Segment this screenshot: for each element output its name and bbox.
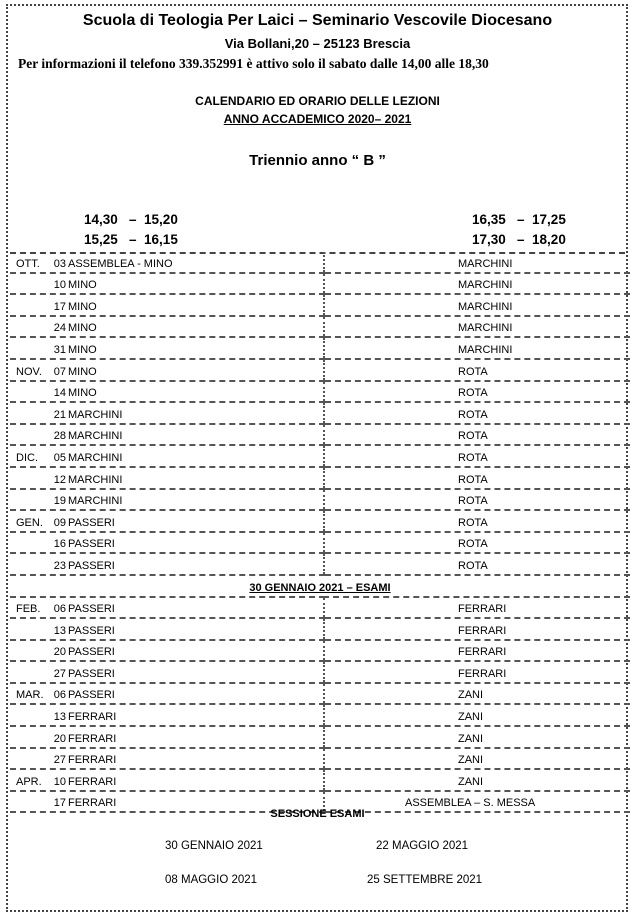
exam-row bbox=[10, 575, 630, 597]
table-row bbox=[10, 553, 630, 575]
table-row bbox=[10, 748, 630, 770]
second-teacher: ROTA bbox=[458, 559, 488, 572]
day-number: 14 bbox=[53, 387, 66, 400]
second-teacher: ZANI bbox=[458, 689, 484, 702]
first-teacher: FERRARI bbox=[68, 754, 117, 767]
time-left-2: 15,25 – 16,15 bbox=[84, 232, 178, 247]
first-lesson-cell bbox=[10, 618, 324, 640]
first-lesson-cell bbox=[10, 402, 324, 424]
first-lesson-cell bbox=[10, 726, 324, 748]
table-row bbox=[10, 618, 630, 640]
first-lesson-cell bbox=[10, 510, 324, 532]
table-row bbox=[10, 273, 630, 295]
first-lesson-cell bbox=[10, 316, 324, 338]
second-lesson-cell bbox=[324, 661, 630, 683]
first-teacher: FERRARI bbox=[68, 775, 117, 788]
day-number: 13 bbox=[53, 711, 66, 724]
second-teacher: ZANI bbox=[458, 711, 484, 724]
day-number: 06 bbox=[53, 603, 66, 616]
month-label: FEB. bbox=[16, 603, 41, 616]
day-number: 27 bbox=[53, 754, 66, 767]
day-number: 13 bbox=[53, 624, 66, 637]
second-lesson-cell bbox=[324, 402, 630, 424]
second-lesson-cell bbox=[324, 618, 630, 640]
second-lesson-cell bbox=[324, 532, 630, 554]
first-teacher: MARCHINI bbox=[68, 495, 123, 508]
exam-date: 25 SETTEMBRE 2021 bbox=[367, 874, 483, 886]
first-lesson-cell bbox=[10, 748, 324, 770]
second-teacher: ROTA bbox=[458, 365, 488, 378]
first-teacher: PASSERI bbox=[68, 603, 115, 616]
day-number: 05 bbox=[53, 451, 66, 464]
first-teacher: MINO bbox=[68, 300, 97, 313]
first-teacher: MARCHINI bbox=[68, 473, 123, 486]
first-teacher: PASSERI bbox=[68, 624, 115, 637]
first-lesson-cell bbox=[10, 252, 324, 273]
first-teacher: MARCHINI bbox=[68, 451, 123, 464]
day-number: 12 bbox=[53, 473, 66, 486]
second-teacher: ROTA bbox=[458, 516, 488, 529]
table-row bbox=[10, 769, 630, 791]
second-teacher: MARCHINI bbox=[458, 279, 513, 292]
second-lesson-cell bbox=[324, 683, 630, 705]
first-lesson-cell bbox=[10, 704, 324, 726]
month-label: OTT. bbox=[16, 257, 40, 270]
second-teacher: ROTA bbox=[458, 495, 488, 508]
second-teacher: ROTA bbox=[458, 408, 488, 421]
second-lesson-cell bbox=[324, 273, 630, 295]
first-teacher: PASSERI bbox=[68, 667, 115, 680]
second-teacher: ZANI bbox=[458, 754, 484, 767]
second-lesson-cell bbox=[324, 748, 630, 770]
first-teacher: PASSERI bbox=[68, 516, 115, 529]
first-lesson-cell bbox=[10, 553, 324, 575]
first-teacher: MARCHINI bbox=[68, 430, 123, 443]
day-number: 06 bbox=[53, 689, 66, 702]
second-teacher: ROTA bbox=[458, 473, 488, 486]
schedule-table bbox=[10, 252, 630, 813]
second-lesson-cell bbox=[324, 252, 630, 273]
first-teacher: FERRARI bbox=[68, 797, 117, 810]
first-teacher: MINO bbox=[68, 365, 97, 378]
school-address: Via Bollani,20 – 25123 Brescia bbox=[224, 36, 411, 51]
table-row bbox=[10, 467, 630, 489]
calendar-title: CALENDARIO ED ORARIO DELLE LEZIONI bbox=[195, 94, 440, 108]
first-teacher: MINO bbox=[68, 387, 97, 400]
day-number: 07 bbox=[53, 365, 66, 378]
second-lesson-cell bbox=[324, 597, 630, 619]
second-teacher: FERRARI bbox=[458, 624, 507, 637]
first-teacher: MINO bbox=[68, 343, 97, 356]
day-number: 20 bbox=[53, 732, 66, 745]
first-lesson-cell bbox=[10, 661, 324, 683]
first-lesson-cell bbox=[10, 381, 324, 403]
second-teacher: ZANI bbox=[458, 732, 484, 745]
second-lesson-cell bbox=[324, 294, 630, 316]
first-teacher: MINO bbox=[68, 279, 97, 292]
table-row bbox=[10, 252, 630, 273]
second-lesson-cell bbox=[324, 510, 630, 532]
second-teacher: FERRARI bbox=[458, 667, 507, 680]
second-teacher: ZANI bbox=[458, 775, 484, 788]
second-lesson-cell bbox=[324, 445, 630, 467]
time-right-1: 16,35 – 17,25 bbox=[472, 212, 566, 227]
day-number: 21 bbox=[53, 408, 66, 421]
first-teacher: MINO bbox=[68, 322, 97, 335]
day-number: 10 bbox=[53, 279, 66, 292]
day-number: 17 bbox=[53, 300, 66, 313]
exam-date: 22 MAGGIO 2021 bbox=[376, 840, 469, 852]
second-teacher: FERRARI bbox=[458, 646, 507, 659]
second-lesson-cell bbox=[324, 489, 630, 511]
academic-year: ANNO ACCADEMICO 2020– 2021 bbox=[223, 112, 412, 126]
second-teacher: ASSEMBLEA – S. MESSA bbox=[405, 797, 536, 810]
first-lesson-cell bbox=[10, 359, 324, 381]
time-right-2: 17,30 – 18,20 bbox=[472, 232, 566, 247]
first-lesson-cell bbox=[10, 445, 324, 467]
day-number: 31 bbox=[53, 343, 66, 356]
second-lesson-cell bbox=[324, 640, 630, 662]
table-row bbox=[10, 704, 630, 726]
day-number: 10 bbox=[53, 775, 66, 788]
day-number: 27 bbox=[53, 667, 66, 680]
second-teacher: MARCHINI bbox=[458, 322, 513, 335]
second-lesson-cell bbox=[324, 553, 630, 575]
second-lesson-cell bbox=[324, 424, 630, 446]
second-lesson-cell bbox=[324, 316, 630, 338]
table-row bbox=[10, 532, 630, 554]
exam-session-title: SESSIONE ESAMI bbox=[270, 808, 365, 820]
month-label: GEN. bbox=[16, 516, 43, 529]
second-teacher: MARCHINI bbox=[458, 300, 513, 313]
table-row bbox=[10, 597, 630, 619]
first-lesson-cell bbox=[10, 489, 324, 511]
second-lesson-cell bbox=[324, 359, 630, 381]
first-teacher: PASSERI bbox=[68, 538, 115, 551]
table-row bbox=[10, 424, 630, 446]
time-left-1: 14,30 – 15,20 bbox=[84, 212, 178, 227]
day-number: 20 bbox=[53, 646, 66, 659]
month-label: MAR. bbox=[16, 689, 44, 702]
table-row bbox=[10, 402, 630, 424]
table-row bbox=[10, 510, 630, 532]
first-teacher: PASSERI bbox=[68, 559, 115, 572]
second-teacher: ROTA bbox=[458, 538, 488, 551]
second-lesson-cell bbox=[324, 704, 630, 726]
first-teacher: PASSERI bbox=[68, 689, 115, 702]
second-teacher: FERRARI bbox=[458, 603, 507, 616]
first-lesson-cell bbox=[10, 597, 324, 619]
first-lesson-cell bbox=[10, 273, 324, 295]
table-row bbox=[10, 683, 630, 705]
month-label: NOV. bbox=[16, 365, 42, 378]
first-lesson-cell bbox=[10, 769, 324, 791]
day-number: 16 bbox=[53, 538, 66, 551]
table-row bbox=[10, 294, 630, 316]
second-teacher: ROTA bbox=[458, 430, 488, 443]
table-row bbox=[10, 640, 630, 662]
month-label: DIC. bbox=[16, 451, 38, 464]
exam-date: 08 MAGGIO 2021 bbox=[165, 874, 258, 886]
day-number: 24 bbox=[53, 322, 66, 335]
first-lesson-cell bbox=[10, 640, 324, 662]
day-number: 03 bbox=[53, 257, 66, 270]
table-row bbox=[10, 359, 630, 381]
first-lesson-cell bbox=[10, 683, 324, 705]
table-row bbox=[10, 381, 630, 403]
month-label: APR. bbox=[16, 775, 42, 788]
second-teacher: MARCHINI bbox=[458, 343, 513, 356]
second-lesson-cell bbox=[324, 769, 630, 791]
first-lesson-cell bbox=[10, 467, 324, 489]
school-title: Scuola di Teologia Per Laici – Seminario Vescovile Diocesano bbox=[82, 12, 553, 29]
second-lesson-cell bbox=[324, 726, 630, 748]
day-number: 23 bbox=[53, 559, 66, 572]
day-number: 19 bbox=[53, 495, 66, 508]
table-row bbox=[10, 337, 630, 359]
exam-banner: 30 GENNAIO 2021 – ESAMI bbox=[10, 575, 630, 597]
first-teacher: FERRARI bbox=[68, 732, 117, 745]
day-number: 09 bbox=[53, 516, 66, 529]
second-teacher: ROTA bbox=[458, 387, 488, 400]
day-number: 17 bbox=[53, 797, 66, 810]
first-lesson-cell bbox=[10, 424, 324, 446]
table-row bbox=[10, 726, 630, 748]
table-row bbox=[10, 445, 630, 467]
info-line: Per informazioni il telefono 339.352991 è attivo solo il sabato dalle 14,00 alle 18,30 bbox=[18, 56, 489, 71]
first-lesson-cell bbox=[10, 294, 324, 316]
day-number: 28 bbox=[53, 430, 66, 443]
second-teacher: MARCHINI bbox=[458, 257, 513, 270]
second-lesson-cell bbox=[324, 381, 630, 403]
first-lesson-cell bbox=[10, 532, 324, 554]
first-teacher: PASSERI bbox=[68, 646, 115, 659]
table-row bbox=[10, 316, 630, 338]
second-lesson-cell bbox=[324, 337, 630, 359]
first-teacher: FERRARI bbox=[68, 711, 117, 724]
first-lesson-cell bbox=[10, 337, 324, 359]
triennio-heading: Triennio anno “ B ” bbox=[249, 152, 386, 169]
second-lesson-cell bbox=[324, 467, 630, 489]
exam-date: 30 GENNAIO 2021 bbox=[165, 840, 263, 852]
table-row bbox=[10, 661, 630, 683]
second-teacher: ROTA bbox=[458, 451, 488, 464]
first-teacher: MARCHINI bbox=[68, 408, 123, 421]
first-teacher: ASSEMBLEA - MINO bbox=[68, 257, 173, 270]
table-row bbox=[10, 489, 630, 511]
